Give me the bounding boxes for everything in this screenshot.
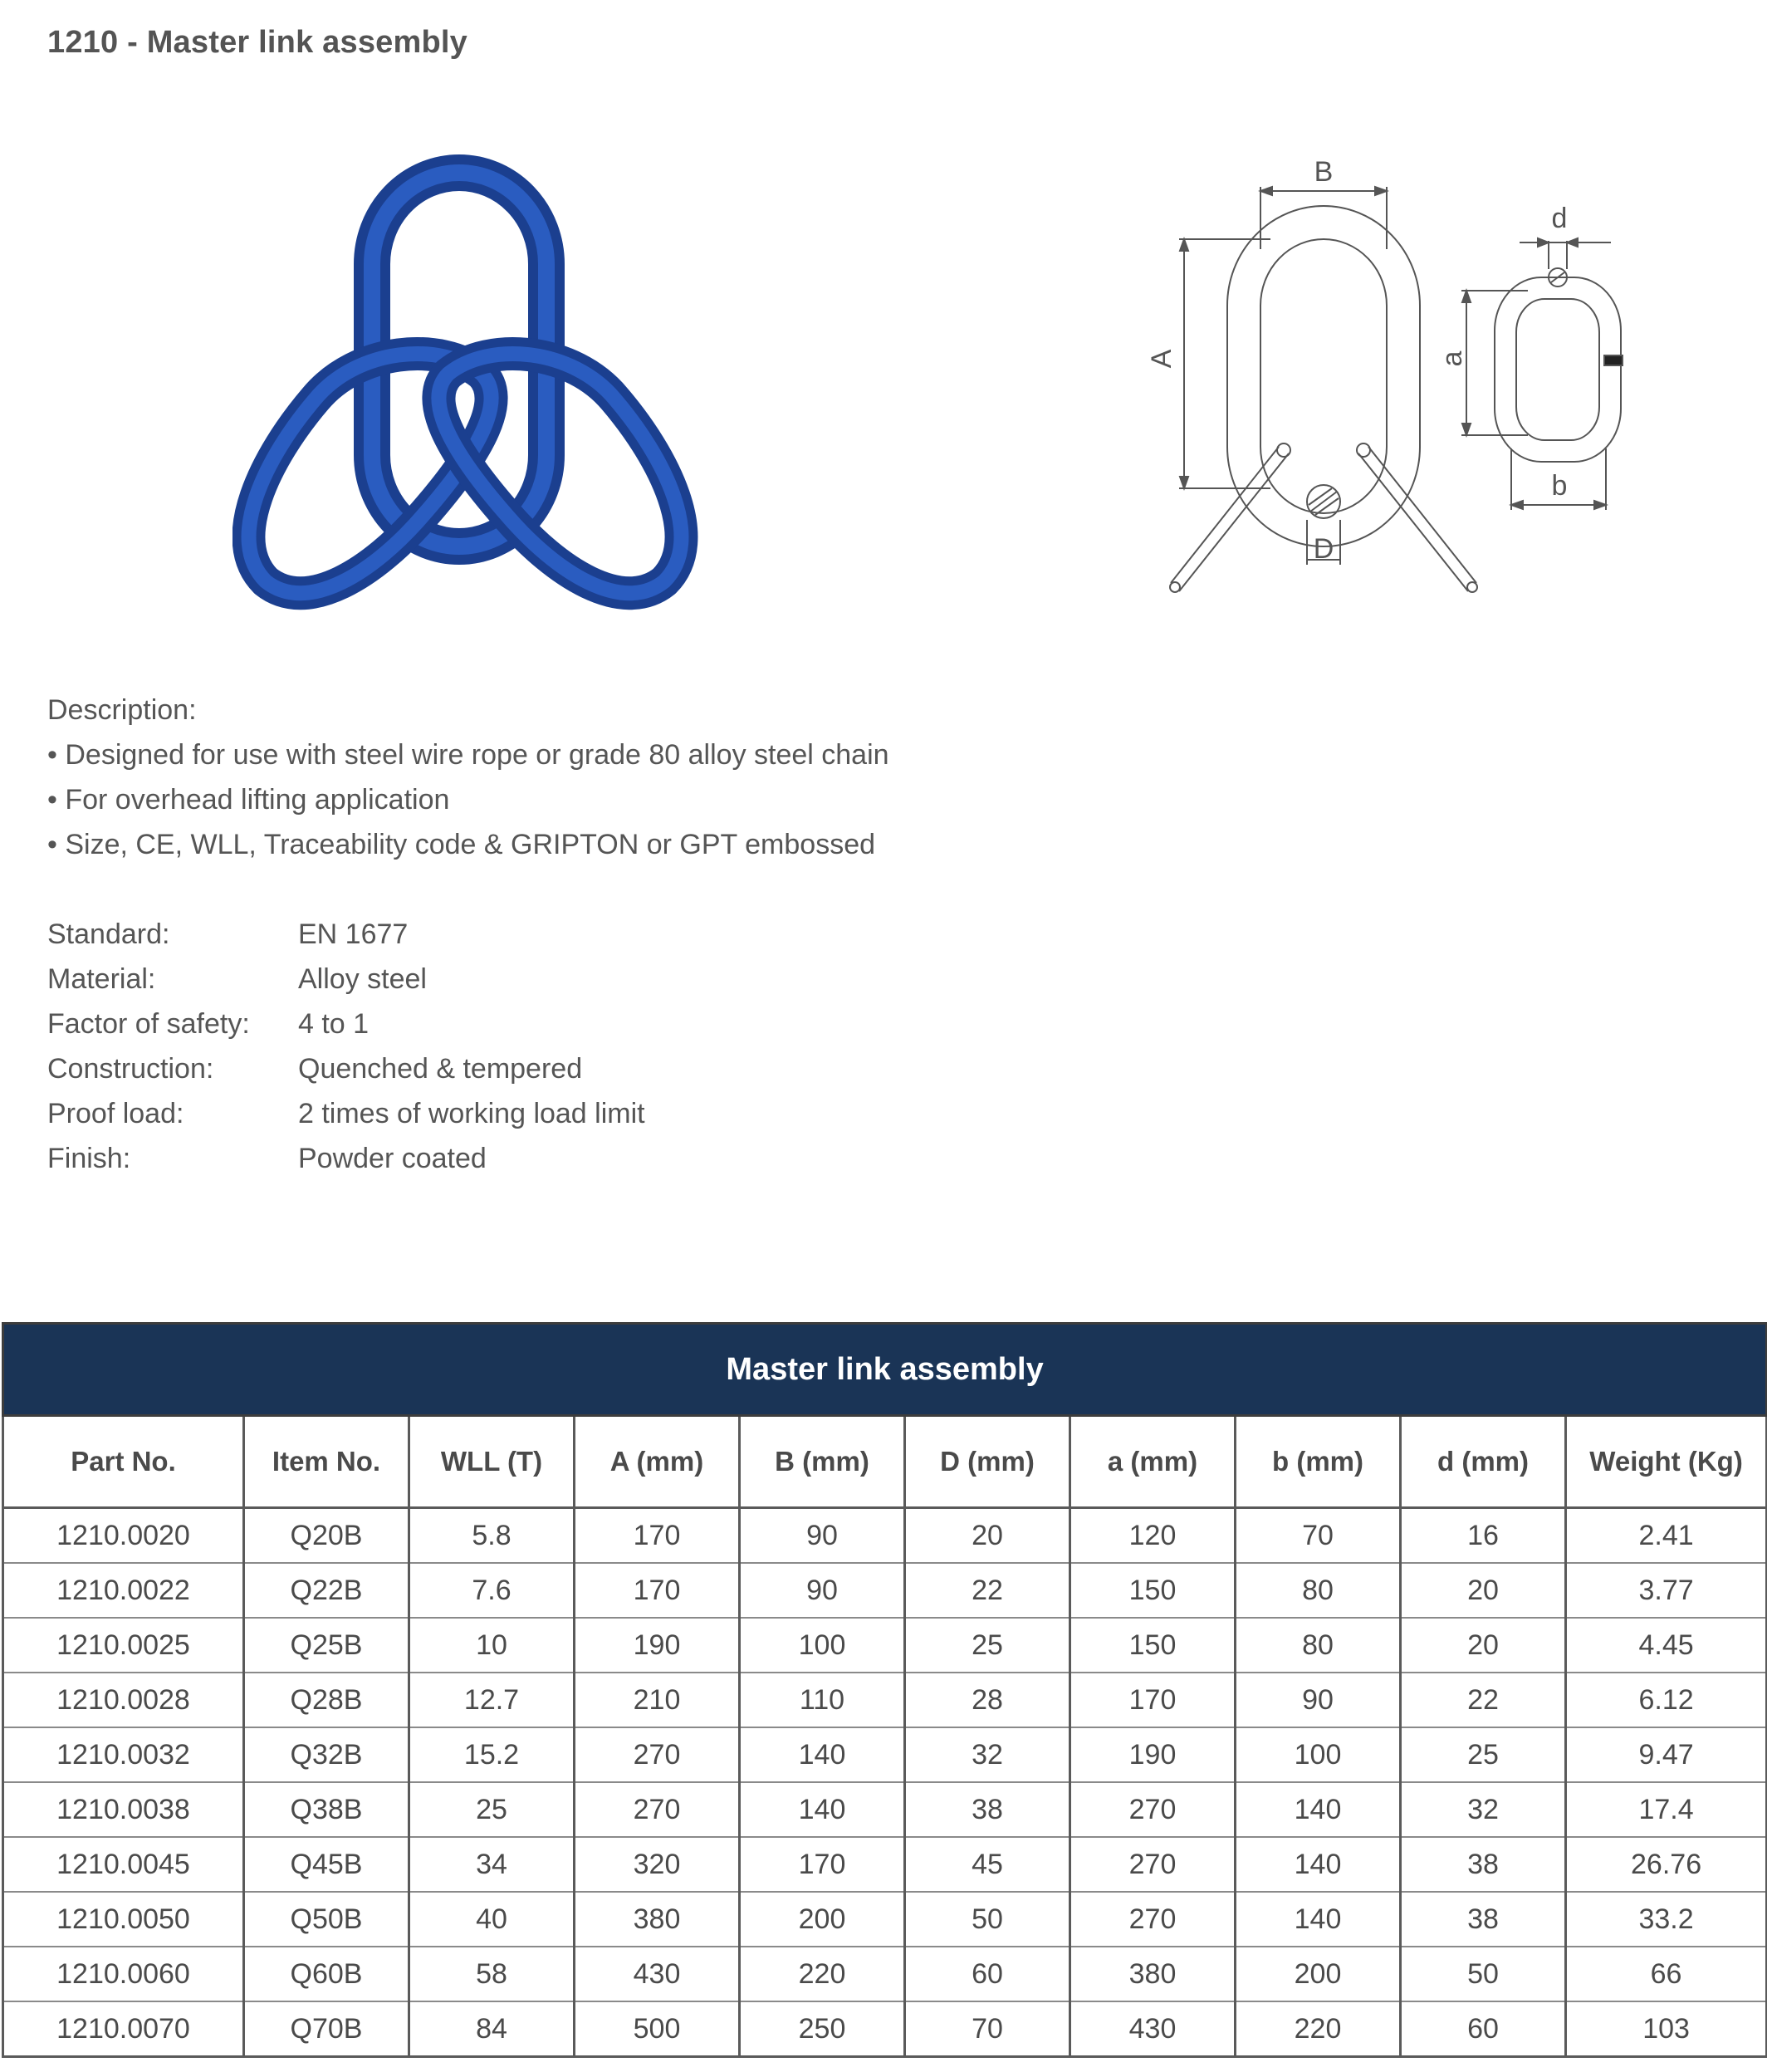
table-cell: 100: [1236, 1727, 1401, 1782]
column-header: Item No.: [244, 1416, 409, 1508]
column-header: a (mm): [1070, 1416, 1236, 1508]
table-cell: 50: [905, 1892, 1070, 1947]
table-cell: 58: [409, 1947, 575, 2001]
table-cell: 380: [1070, 1947, 1236, 2001]
table-header-row: [3, 1416, 1767, 1508]
table-cell: 12.7: [409, 1673, 575, 1727]
table-row: [3, 1727, 1767, 1782]
table-cell: 100: [740, 1618, 905, 1673]
dimension-drawing: [1129, 133, 1661, 606]
dim-label-d-upper: D: [1313, 533, 1334, 565]
table-cell: 84: [409, 2001, 575, 2057]
column-header: A (mm): [575, 1416, 740, 1508]
spec-row-construction: [47, 1046, 1044, 1091]
table-cell: 220: [1236, 2001, 1401, 2057]
table-cell: 33.2: [1566, 1892, 1767, 1947]
master-link-photo: [232, 149, 714, 615]
table-cell: 1210.0070: [3, 2001, 244, 2057]
table-row: [3, 1892, 1767, 1947]
table-cell: 270: [1070, 1892, 1236, 1947]
table-row: [3, 1618, 1767, 1673]
table-cell: 430: [575, 1947, 740, 2001]
dim-label-d-lower: d: [1551, 203, 1568, 234]
spec-value: 4 to 1: [298, 1008, 370, 1040]
spec-label: Construction:: [47, 1053, 214, 1085]
table-cell: 110: [740, 1673, 905, 1727]
specification-table-container: [2, 1322, 1765, 2058]
table-cell: 3.77: [1566, 1563, 1767, 1618]
dim-label-b-lower: b: [1551, 470, 1568, 502]
table-cell: Q60B: [244, 1947, 409, 2001]
table-cell: 170: [740, 1837, 905, 1892]
table-cell: Q20B: [244, 1508, 409, 1564]
page-title: 1210 - Master link assembly: [47, 25, 468, 60]
table-cell: 250: [740, 2001, 905, 2057]
table-row: [3, 1837, 1767, 1892]
spec-row-factor-of-safety: [47, 1002, 1044, 1046]
table-cell: 80: [1236, 1618, 1401, 1673]
dim-label-a-upper: A: [1146, 349, 1177, 369]
table-cell: 220: [740, 1947, 905, 2001]
table-body: [3, 1508, 1767, 2057]
table-cell: 140: [1236, 1892, 1401, 1947]
table-cell: 80: [1236, 1563, 1401, 1618]
table-cell: Q70B: [244, 2001, 409, 2057]
table-cell: 66: [1566, 1947, 1767, 2001]
table-cell: 50: [1401, 1947, 1566, 2001]
table-cell: 190: [1070, 1727, 1236, 1782]
table-cell: 4.45: [1566, 1618, 1767, 1673]
table-row: [3, 1782, 1767, 1837]
table-cell: 45: [905, 1837, 1070, 1892]
table-cell: 15.2: [409, 1727, 575, 1782]
spec-value: Quenched & tempered: [298, 1053, 583, 1085]
table-cell: 430: [1070, 2001, 1236, 2057]
table-cell: 22: [1401, 1673, 1566, 1727]
description-bullet: • Designed for use with steel wire rope or grade 80 alloy steel chain: [47, 739, 889, 771]
table-cell: 38: [905, 1782, 1070, 1837]
spec-label: Factor of safety:: [47, 1008, 250, 1040]
table-cell: 5.8: [409, 1508, 575, 1564]
table-cell: Q25B: [244, 1618, 409, 1673]
table-cell: 32: [1401, 1782, 1566, 1837]
table-cell: 1210.0020: [3, 1508, 244, 1564]
spec-label: Material:: [47, 963, 156, 995]
spec-label: Proof load:: [47, 1098, 184, 1129]
table-cell: 140: [1236, 1782, 1401, 1837]
table-cell: 270: [575, 1782, 740, 1837]
table-cell: 25: [409, 1782, 575, 1837]
description-bullet: • Size, CE, WLL, Traceability code & GRIPTON or GPT embossed: [47, 829, 876, 860]
table-cell: 34: [409, 1837, 575, 1892]
table-cell: 2.41: [1566, 1508, 1767, 1564]
table-cell: 200: [740, 1892, 905, 1947]
description-bullet: • For overhead lifting application: [47, 784, 450, 816]
table-cell: 20: [1401, 1618, 1566, 1673]
table-cell: 1210.0022: [3, 1563, 244, 1618]
table-cell: 150: [1070, 1563, 1236, 1618]
column-header: WLL (T): [409, 1416, 575, 1508]
table-cell: 6.12: [1566, 1673, 1767, 1727]
table-cell: 150: [1070, 1618, 1236, 1673]
table-cell: 38: [1401, 1837, 1566, 1892]
table-cell: 1210.0045: [3, 1837, 244, 1892]
table-cell: 190: [575, 1618, 740, 1673]
table-caption: Master link assembly: [3, 1324, 1767, 1416]
table-cell: 170: [575, 1563, 740, 1618]
table-cell: 60: [905, 1947, 1070, 2001]
column-header: B (mm): [740, 1416, 905, 1508]
table-cell: Q28B: [244, 1673, 409, 1727]
table-cell: 1210.0038: [3, 1782, 244, 1837]
table-cell: 170: [575, 1508, 740, 1564]
column-header: Weight (Kg): [1566, 1416, 1767, 1508]
table-cell: 1210.0050: [3, 1892, 244, 1947]
table-cell: 210: [575, 1673, 740, 1727]
table-cell: 16: [1401, 1508, 1566, 1564]
spec-label: Finish:: [47, 1143, 131, 1174]
table-row: [3, 1563, 1767, 1618]
table-cell: 17.4: [1566, 1782, 1767, 1837]
table-cell: 1210.0025: [3, 1618, 244, 1673]
spec-row-material: [47, 957, 1044, 1002]
table-cell: 20: [1401, 1563, 1566, 1618]
table-cell: 270: [575, 1727, 740, 1782]
table-cell: 38: [1401, 1892, 1566, 1947]
table-cell: 32: [905, 1727, 1070, 1782]
spec-row-proof-load: [47, 1091, 1044, 1136]
table-cell: 320: [575, 1837, 740, 1892]
table-cell: Q45B: [244, 1837, 409, 1892]
table-cell: 22: [905, 1563, 1070, 1618]
table-cell: 25: [905, 1618, 1070, 1673]
description-heading: Description:: [47, 694, 197, 726]
spec-label: Standard:: [47, 918, 170, 950]
table-cell: 26.76: [1566, 1837, 1767, 1892]
table-cell: 40: [409, 1892, 575, 1947]
column-header: Part No.: [3, 1416, 244, 1508]
table-cell: 28: [905, 1673, 1070, 1727]
table-cell: Q32B: [244, 1727, 409, 1782]
dim-label-b-upper: B: [1314, 156, 1334, 188]
table-cell: 170: [1070, 1673, 1236, 1727]
table-cell: 500: [575, 2001, 740, 2057]
table-cell: 120: [1070, 1508, 1236, 1564]
table-row: [3, 1947, 1767, 2001]
dim-label-a-lower: a: [1437, 350, 1468, 367]
table-row: [3, 2001, 1767, 2057]
table-cell: 20: [905, 1508, 1070, 1564]
specification-table: [2, 1322, 1767, 2058]
table-cell: 1210.0060: [3, 1947, 244, 2001]
spec-value: Powder coated: [298, 1143, 487, 1174]
column-header: d (mm): [1401, 1416, 1566, 1508]
table-cell: 1210.0028: [3, 1673, 244, 1727]
column-header: b (mm): [1236, 1416, 1401, 1508]
table-cell: 10: [409, 1618, 575, 1673]
description-block: [47, 688, 889, 867]
table-cell: 140: [740, 1727, 905, 1782]
table-cell: 380: [575, 1892, 740, 1947]
table-cell: 103: [1566, 2001, 1767, 2057]
table-cell: Q50B: [244, 1892, 409, 1947]
spec-value: Alloy steel: [298, 963, 427, 995]
table-cell: 1210.0032: [3, 1727, 244, 1782]
spec-row-standard: [47, 912, 1044, 957]
spec-row-finish: [47, 1136, 1044, 1181]
table-row: [3, 1508, 1767, 1564]
table-cell: 270: [1070, 1782, 1236, 1837]
column-header: D (mm): [905, 1416, 1070, 1508]
table-cell: 200: [1236, 1947, 1401, 2001]
table-cell: 140: [740, 1782, 905, 1837]
table-cell: 90: [740, 1508, 905, 1564]
spec-value: 2 times of working load limit: [298, 1098, 645, 1129]
table-cell: Q38B: [244, 1782, 409, 1837]
table-cell: 90: [740, 1563, 905, 1618]
table-cell: 70: [1236, 1508, 1401, 1564]
table-cell: 90: [1236, 1673, 1401, 1727]
specifications-block: [47, 912, 1044, 1181]
table-cell: 70: [905, 2001, 1070, 2057]
table-cell: 25: [1401, 1727, 1566, 1782]
table-row: [3, 1673, 1767, 1727]
table-cell: 140: [1236, 1837, 1401, 1892]
spec-value: EN 1677: [298, 918, 409, 950]
table-cell: 60: [1401, 2001, 1566, 2057]
table-cell: Q22B: [244, 1563, 409, 1618]
table-cell: 9.47: [1566, 1727, 1767, 1782]
table-cell: 270: [1070, 1837, 1236, 1892]
table-cell: 7.6: [409, 1563, 575, 1618]
